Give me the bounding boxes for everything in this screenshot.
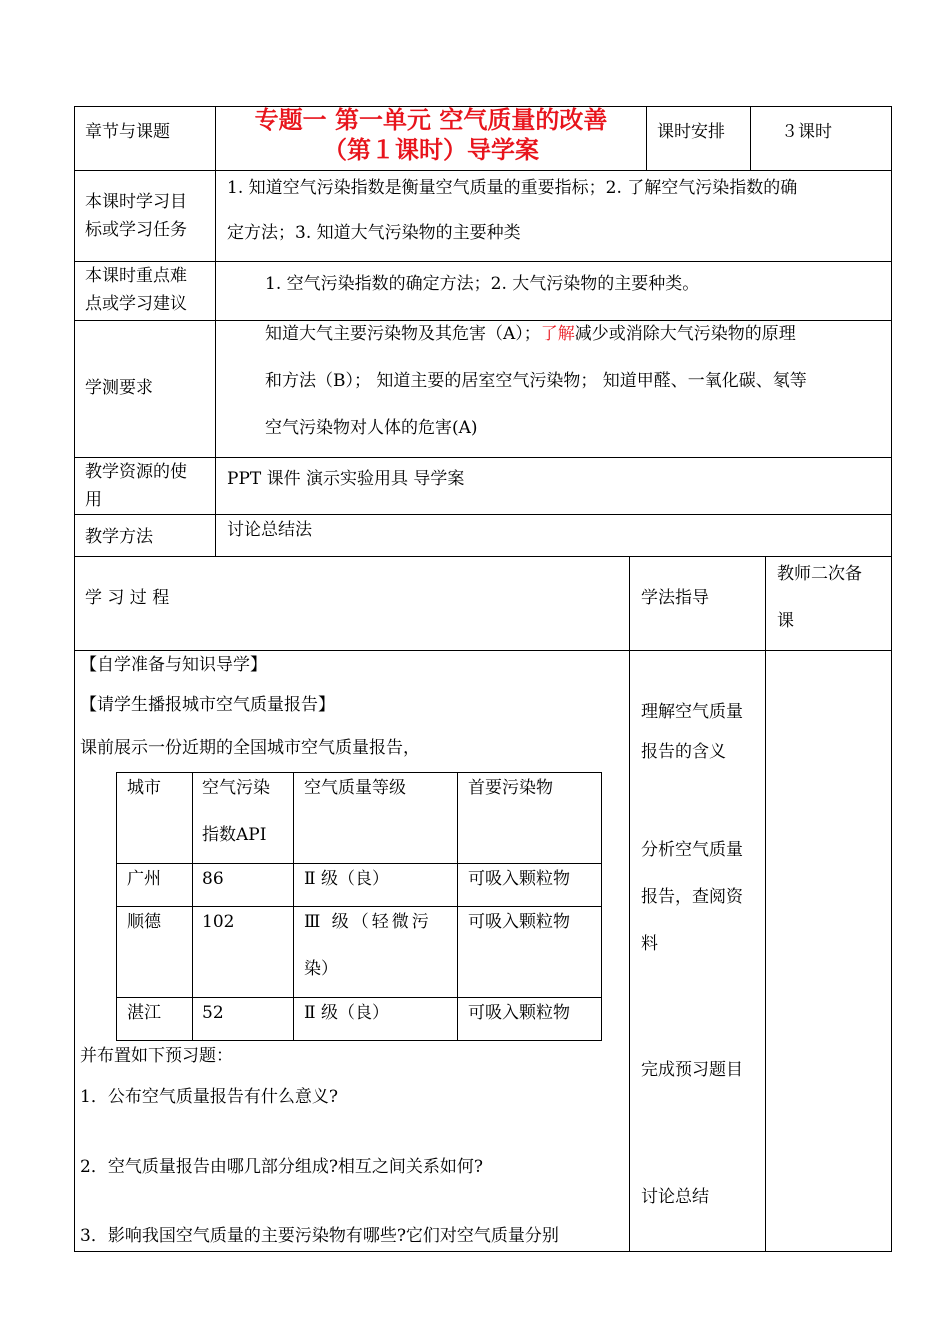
grid-line (74, 556, 892, 557)
grid-line (74, 457, 892, 458)
guidance-header: 学法指导 (641, 588, 709, 608)
question-2: 2．空气质量报告由哪几部分组成?相互之间关系如何? (80, 1157, 484, 1177)
requirements-line1-end: 减少或消除大气污染物的原理 (574, 324, 796, 344)
table-header-api-line2: 指数API (202, 825, 267, 845)
table-header-api-line1: 空气污染 (202, 778, 270, 798)
inner-grid-line (601, 772, 602, 1041)
inner-grid-line (457, 772, 458, 1041)
lesson-title-line2: （第１课时）导学案 (323, 136, 539, 164)
method-label: 教学方法 (85, 527, 153, 547)
grid-line (629, 556, 630, 1252)
requirements-line1 (265, 324, 796, 344)
goals-text-line2: 定方法；3. 知道大气污染物的主要种类 (227, 223, 521, 243)
goals-text-line1: 1. 知道空气污染指数是衡量空气质量的重要指标；2. 了解空气污染指数的确 (227, 178, 798, 198)
table-row1-city: 广州 (127, 869, 161, 889)
table-header-grade: 空气质量等级 (304, 778, 406, 798)
goals-label-line1: 本课时学习目 (85, 192, 187, 212)
inner-grid-line (192, 772, 193, 1041)
schedule-value: ３课时 (781, 122, 832, 142)
guidance-2-line3: 料 (641, 934, 658, 954)
inner-grid-line (116, 772, 602, 773)
guidance-4: 讨论总结 (641, 1187, 709, 1207)
inner-grid-line (116, 997, 602, 998)
keypoints-label-line2: 点或学习建议 (85, 294, 187, 314)
teacher-header-line1: 教师二次备 (777, 564, 862, 584)
grid-line (765, 556, 766, 1252)
table-row3-pollutant: 可吸入颗粒物 (468, 1003, 570, 1023)
resources-text: PPT 课件 演示实验用具 导学案 (227, 469, 465, 489)
teacher-header-line2: 课 (777, 611, 794, 631)
grid-line (646, 106, 647, 170)
process-heading1: 【自学准备与知识导学】 (80, 655, 267, 675)
requirements-line3: 空气污染物对人体的危害(A) (265, 418, 478, 438)
keypoints-label-line1: 本课时重点难 (85, 266, 187, 286)
grid-line (74, 261, 892, 262)
lesson-title-line1: 专题一 第一单元 空气质量的改善 (254, 106, 608, 134)
requirements-line2: 和方法（B）； 知道主要的居室空气污染物； 知道甲醛、一氧化碳、氡等 (265, 371, 807, 391)
grid-line (215, 106, 216, 556)
requirements-label: 学测要求 (85, 378, 153, 398)
table-row1-api: 86 (202, 869, 224, 889)
grid-line (750, 106, 751, 170)
table-row1-grade: Ⅱ 级（良） (304, 869, 389, 889)
goals-label-line2: 标或学习任务 (85, 220, 187, 240)
guidance-2-line2: 报告，查阅资 (641, 887, 743, 907)
grid-line (74, 514, 892, 515)
chapter-label: 章节与课题 (85, 122, 170, 142)
grid-line (74, 650, 892, 651)
inner-grid-line (116, 863, 602, 864)
table-row3-city: 湛江 (127, 1003, 161, 1023)
grid-line (74, 106, 75, 1252)
grid-line (74, 320, 892, 321)
requirements-line1-start: 知道大气主要污染物及其危害（A）； (265, 324, 541, 344)
table-header-city: 城市 (127, 778, 161, 798)
process-heading2: 【请学生播报城市空气质量报告】 (80, 695, 335, 715)
question-3: 3．影响我国空气质量的主要污染物有哪些?它们对空气质量分别 (80, 1226, 559, 1246)
guidance-2-line1: 分析空气质量 (641, 840, 743, 860)
table-row2-city: 顺德 (127, 912, 161, 932)
guidance-3: 完成预习题目 (641, 1060, 743, 1080)
table-row1-pollutant: 可吸入颗粒物 (468, 869, 570, 889)
table-row2-grade-cont: 染） (304, 959, 338, 979)
method-text: 讨论总结法 (227, 520, 312, 540)
inner-grid-line (116, 906, 602, 907)
grid-line (891, 106, 892, 1252)
grid-line (74, 1251, 892, 1252)
keypoints-text: 1. 空气污染指数的确定方法；2. 大气污染物的主要种类。 (265, 274, 700, 294)
guidance-1-line1: 理解空气质量 (641, 702, 743, 722)
process-intro: 课前展示一份近期的全国城市空气质量报告， (80, 738, 420, 758)
resources-label-line1: 教学资源的使 (85, 462, 187, 482)
inner-grid-line (116, 772, 117, 1041)
guidance-1-line2: 报告的含义 (641, 742, 726, 762)
table-row2-grade: Ⅲ 级（轻微污 (304, 912, 432, 932)
question-1: 1．公布空气质量报告有什么意义? (80, 1087, 338, 1107)
table-row3-grade: Ⅱ 级（良） (304, 1003, 389, 1023)
table-row3-api: 52 (202, 1003, 224, 1023)
requirements-line1-highlight: 了解 (540, 324, 575, 344)
assign-text: 并布置如下预习题： (80, 1046, 233, 1066)
table-row2-api: 102 (202, 912, 235, 932)
resources-label-line2: 用 (85, 490, 102, 510)
table-header-pollutant: 首要污染物 (468, 778, 553, 798)
process-header: 学 习 过 程 (85, 588, 170, 608)
grid-line (74, 170, 892, 171)
schedule-label: 课时安排 (657, 122, 725, 142)
table-row2-pollutant: 可吸入颗粒物 (468, 912, 570, 932)
inner-grid-line (293, 772, 294, 1041)
inner-grid-line (116, 1040, 602, 1041)
